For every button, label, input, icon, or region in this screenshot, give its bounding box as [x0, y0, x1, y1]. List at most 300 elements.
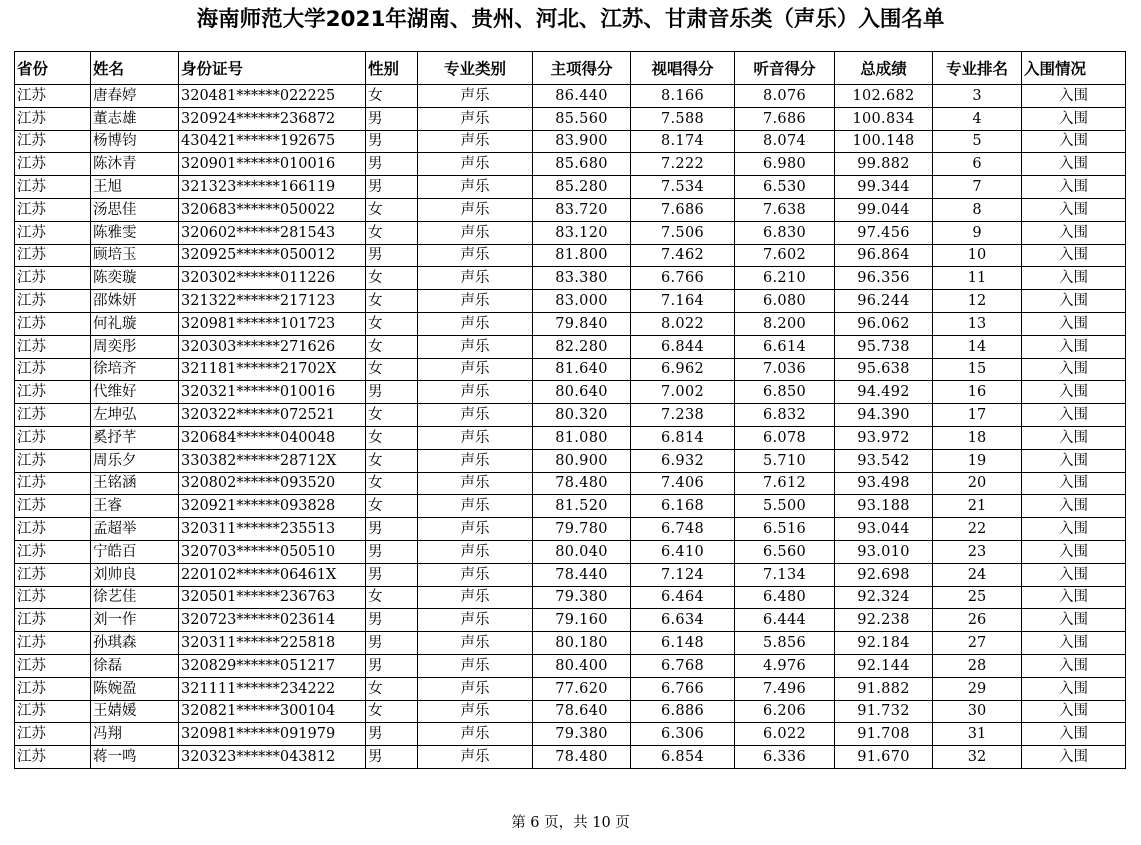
page-title: 海南师范大学2021年湖南、贵州、河北、江苏、甘肃音乐类（声乐）入围名单	[196, 7, 945, 32]
cell-main-score: 78.480	[533, 746, 631, 769]
cell-gender: 女	[366, 221, 418, 244]
cell-id-number: 321322******217123	[179, 290, 366, 313]
table-row	[15, 700, 1126, 723]
cell-gender: 男	[366, 244, 418, 267]
cell-ear-training-score: 5.856	[735, 632, 835, 655]
cell-ear-training-score: 5.500	[735, 495, 835, 518]
col-header-gender: 性别	[366, 52, 418, 85]
cell-ear-training-score: 6.336	[735, 746, 835, 769]
cell-rank: 15	[933, 358, 1022, 381]
table-row	[15, 518, 1126, 541]
col-header-name: 姓名	[91, 52, 179, 85]
admission-table	[14, 51, 1126, 769]
cell-total-score: 93.498	[835, 472, 933, 495]
cell-rank: 26	[933, 609, 1022, 632]
cell-province: 江苏	[15, 130, 91, 153]
table-row	[15, 746, 1126, 769]
cell-rank: 10	[933, 244, 1022, 267]
cell-ear-training-score: 6.078	[735, 426, 835, 449]
cell-province: 江苏	[15, 312, 91, 335]
cell-total-score: 96.864	[835, 244, 933, 267]
cell-total-score: 92.324	[835, 586, 933, 609]
cell-main-score: 79.780	[533, 518, 631, 541]
cell-main-score: 83.900	[533, 130, 631, 153]
cell-admission-status: 入围	[1022, 404, 1126, 427]
cell-sight-singing-score: 6.886	[631, 700, 735, 723]
cell-id-number: 320602******281543	[179, 221, 366, 244]
col-header-main-score: 主项得分	[533, 52, 631, 85]
table-row	[15, 495, 1126, 518]
cell-gender: 女	[366, 586, 418, 609]
cell-id-number: 320311******235513	[179, 518, 366, 541]
cell-total-score: 99.044	[835, 198, 933, 221]
cell-name: 徐磊	[91, 654, 179, 677]
cell-province: 江苏	[15, 563, 91, 586]
cell-gender: 女	[366, 335, 418, 358]
cell-admission-status: 入围	[1022, 153, 1126, 176]
cell-total-score: 96.244	[835, 290, 933, 313]
table-row	[15, 335, 1126, 358]
cell-main-score: 83.120	[533, 221, 631, 244]
cell-major-category: 声乐	[418, 495, 533, 518]
cell-main-score: 86.440	[533, 85, 631, 108]
table-row	[15, 244, 1126, 267]
cell-main-score: 81.640	[533, 358, 631, 381]
cell-id-number: 320684******040048	[179, 426, 366, 449]
cell-admission-status: 入围	[1022, 198, 1126, 221]
cell-id-number: 321111******234222	[179, 677, 366, 700]
cell-gender: 男	[366, 609, 418, 632]
cell-province: 江苏	[15, 518, 91, 541]
cell-ear-training-score: 7.134	[735, 563, 835, 586]
col-header-sight-singing-score: 视唱得分	[631, 52, 735, 85]
cell-sight-singing-score: 6.814	[631, 426, 735, 449]
table-row	[15, 130, 1126, 153]
cell-sight-singing-score: 7.506	[631, 221, 735, 244]
cell-ear-training-score: 6.850	[735, 381, 835, 404]
cell-rank: 6	[933, 153, 1022, 176]
cell-name: 陈奕璇	[91, 267, 179, 290]
cell-name: 宁皓百	[91, 540, 179, 563]
cell-main-score: 80.320	[533, 404, 631, 427]
cell-rank: 19	[933, 449, 1022, 472]
cell-main-score: 79.160	[533, 609, 631, 632]
cell-sight-singing-score: 8.022	[631, 312, 735, 335]
cell-rank: 22	[933, 518, 1022, 541]
cell-name: 陈雅雯	[91, 221, 179, 244]
cell-major-category: 声乐	[418, 700, 533, 723]
cell-admission-status: 入围	[1022, 335, 1126, 358]
cell-major-category: 声乐	[418, 290, 533, 313]
cell-province: 江苏	[15, 677, 91, 700]
cell-total-score: 93.188	[835, 495, 933, 518]
cell-name: 顾培玉	[91, 244, 179, 267]
cell-province: 江苏	[15, 426, 91, 449]
cell-major-category: 声乐	[418, 244, 533, 267]
cell-id-number: 320921******093828	[179, 495, 366, 518]
cell-sight-singing-score: 6.634	[631, 609, 735, 632]
cell-id-number: 320703******050510	[179, 540, 366, 563]
table-row	[15, 107, 1126, 130]
cell-province: 江苏	[15, 358, 91, 381]
cell-main-score: 80.040	[533, 540, 631, 563]
cell-id-number: 430421******192675	[179, 130, 366, 153]
cell-province: 江苏	[15, 290, 91, 313]
cell-gender: 女	[366, 267, 418, 290]
cell-sight-singing-score: 6.768	[631, 654, 735, 677]
cell-main-score: 80.640	[533, 381, 631, 404]
cell-sight-singing-score: 6.844	[631, 335, 735, 358]
cell-province: 江苏	[15, 176, 91, 199]
cell-rank: 31	[933, 723, 1022, 746]
cell-gender: 男	[366, 654, 418, 677]
cell-ear-training-score: 6.480	[735, 586, 835, 609]
cell-rank: 28	[933, 654, 1022, 677]
cell-name: 陈婉盈	[91, 677, 179, 700]
cell-province: 江苏	[15, 586, 91, 609]
cell-admission-status: 入围	[1022, 746, 1126, 769]
cell-id-number: 320924******236872	[179, 107, 366, 130]
cell-name: 杨博钧	[91, 130, 179, 153]
cell-main-score: 79.380	[533, 586, 631, 609]
cell-sight-singing-score: 7.534	[631, 176, 735, 199]
cell-admission-status: 入围	[1022, 176, 1126, 199]
cell-admission-status: 入围	[1022, 654, 1126, 677]
cell-sight-singing-score: 6.766	[631, 267, 735, 290]
cell-name: 唐春婷	[91, 85, 179, 108]
cell-name: 汤思佳	[91, 198, 179, 221]
cell-gender: 男	[366, 632, 418, 655]
cell-ear-training-score: 6.210	[735, 267, 835, 290]
cell-name: 代维好	[91, 381, 179, 404]
cell-gender: 男	[366, 153, 418, 176]
cell-main-score: 83.720	[533, 198, 631, 221]
cell-gender: 男	[366, 518, 418, 541]
col-header-admission-status: 入围情况	[1022, 52, 1126, 85]
cell-total-score: 92.238	[835, 609, 933, 632]
cell-main-score: 79.380	[533, 723, 631, 746]
cell-main-score: 82.280	[533, 335, 631, 358]
cell-total-score: 93.972	[835, 426, 933, 449]
cell-id-number: 320311******225818	[179, 632, 366, 655]
cell-ear-training-score: 7.496	[735, 677, 835, 700]
cell-id-number: 320323******043812	[179, 746, 366, 769]
table-row	[15, 586, 1126, 609]
table-row	[15, 176, 1126, 199]
cell-rank: 5	[933, 130, 1022, 153]
cell-admission-status: 入围	[1022, 449, 1126, 472]
cell-total-score: 93.044	[835, 518, 933, 541]
cell-main-score: 78.480	[533, 472, 631, 495]
cell-gender: 女	[366, 198, 418, 221]
cell-major-category: 声乐	[418, 312, 533, 335]
table-body	[15, 85, 1126, 769]
cell-sight-singing-score: 7.686	[631, 198, 735, 221]
cell-name: 王睿	[91, 495, 179, 518]
cell-id-number: 330382******28712X	[179, 449, 366, 472]
cell-main-score: 79.840	[533, 312, 631, 335]
cell-id-number: 320901******010016	[179, 153, 366, 176]
cell-name: 刘帅良	[91, 563, 179, 586]
cell-ear-training-score: 7.638	[735, 198, 835, 221]
cell-rank: 21	[933, 495, 1022, 518]
cell-ear-training-score: 6.516	[735, 518, 835, 541]
cell-total-score: 91.732	[835, 700, 933, 723]
cell-rank: 25	[933, 586, 1022, 609]
cell-rank: 14	[933, 335, 1022, 358]
cell-admission-status: 入围	[1022, 563, 1126, 586]
cell-sight-singing-score: 6.932	[631, 449, 735, 472]
cell-rank: 11	[933, 267, 1022, 290]
table-row	[15, 723, 1126, 746]
cell-sight-singing-score: 7.124	[631, 563, 735, 586]
cell-admission-status: 入围	[1022, 723, 1126, 746]
cell-ear-training-score: 6.022	[735, 723, 835, 746]
cell-major-category: 声乐	[418, 677, 533, 700]
table-row	[15, 632, 1126, 655]
cell-major-category: 声乐	[418, 609, 533, 632]
cell-total-score: 91.708	[835, 723, 933, 746]
cell-total-score: 92.184	[835, 632, 933, 655]
cell-admission-status: 入围	[1022, 495, 1126, 518]
cell-major-category: 声乐	[418, 358, 533, 381]
cell-total-score: 100.834	[835, 107, 933, 130]
cell-admission-status: 入围	[1022, 267, 1126, 290]
cell-province: 江苏	[15, 746, 91, 769]
page-footer: 第 6 页，共 10 页	[511, 815, 630, 831]
cell-sight-singing-score: 6.168	[631, 495, 735, 518]
cell-admission-status: 入围	[1022, 244, 1126, 267]
cell-total-score: 91.670	[835, 746, 933, 769]
col-header-major-category: 专业类别	[418, 52, 533, 85]
cell-main-score: 78.440	[533, 563, 631, 586]
cell-province: 江苏	[15, 540, 91, 563]
cell-id-number: 320321******010016	[179, 381, 366, 404]
cell-sight-singing-score: 6.410	[631, 540, 735, 563]
cell-gender: 男	[366, 746, 418, 769]
cell-province: 江苏	[15, 632, 91, 655]
table-row	[15, 358, 1126, 381]
cell-main-score: 80.900	[533, 449, 631, 472]
cell-ear-training-score: 6.560	[735, 540, 835, 563]
cell-admission-status: 入围	[1022, 290, 1126, 313]
cell-id-number: 320802******093520	[179, 472, 366, 495]
cell-gender: 女	[366, 85, 418, 108]
table-header-row	[15, 52, 1126, 85]
cell-major-category: 声乐	[418, 107, 533, 130]
cell-province: 江苏	[15, 85, 91, 108]
cell-sight-singing-score: 8.166	[631, 85, 735, 108]
cell-major-category: 声乐	[418, 540, 533, 563]
cell-province: 江苏	[15, 449, 91, 472]
cell-admission-status: 入围	[1022, 609, 1126, 632]
cell-gender: 男	[366, 381, 418, 404]
cell-ear-training-score: 7.612	[735, 472, 835, 495]
cell-rank: 17	[933, 404, 1022, 427]
cell-rank: 3	[933, 85, 1022, 108]
cell-rank: 7	[933, 176, 1022, 199]
cell-total-score: 99.882	[835, 153, 933, 176]
cell-province: 江苏	[15, 723, 91, 746]
cell-province: 江苏	[15, 335, 91, 358]
table-row	[15, 85, 1126, 108]
cell-total-score: 95.638	[835, 358, 933, 381]
cell-total-score: 102.682	[835, 85, 933, 108]
cell-ear-training-score: 7.036	[735, 358, 835, 381]
cell-total-score: 96.356	[835, 267, 933, 290]
cell-total-score: 96.062	[835, 312, 933, 335]
cell-sight-singing-score: 6.854	[631, 746, 735, 769]
cell-total-score: 94.390	[835, 404, 933, 427]
cell-gender: 男	[366, 176, 418, 199]
cell-total-score: 93.010	[835, 540, 933, 563]
cell-name: 左坤弘	[91, 404, 179, 427]
cell-sight-singing-score: 7.588	[631, 107, 735, 130]
cell-ear-training-score: 7.602	[735, 244, 835, 267]
table-row	[15, 290, 1126, 313]
col-header-total-score: 总成绩	[835, 52, 933, 85]
table-row	[15, 426, 1126, 449]
cell-main-score: 85.280	[533, 176, 631, 199]
table-row	[15, 609, 1126, 632]
cell-major-category: 声乐	[418, 153, 533, 176]
cell-province: 江苏	[15, 404, 91, 427]
cell-rank: 20	[933, 472, 1022, 495]
cell-id-number: 320723******023614	[179, 609, 366, 632]
table-row	[15, 198, 1126, 221]
cell-total-score: 97.456	[835, 221, 933, 244]
cell-province: 江苏	[15, 153, 91, 176]
cell-name: 刘一作	[91, 609, 179, 632]
cell-ear-training-score: 6.530	[735, 176, 835, 199]
table-row	[15, 472, 1126, 495]
cell-main-score: 83.000	[533, 290, 631, 313]
cell-id-number: 321181******21702X	[179, 358, 366, 381]
cell-id-number: 320303******271626	[179, 335, 366, 358]
cell-name: 董志雄	[91, 107, 179, 130]
cell-rank: 9	[933, 221, 1022, 244]
cell-admission-status: 入围	[1022, 632, 1126, 655]
cell-rank: 8	[933, 198, 1022, 221]
cell-gender: 女	[366, 677, 418, 700]
cell-id-number: 320302******011226	[179, 267, 366, 290]
col-header-province: 省份	[15, 52, 91, 85]
cell-province: 江苏	[15, 472, 91, 495]
cell-total-score: 95.738	[835, 335, 933, 358]
cell-ear-training-score: 6.444	[735, 609, 835, 632]
cell-admission-status: 入围	[1022, 426, 1126, 449]
cell-rank: 29	[933, 677, 1022, 700]
cell-major-category: 声乐	[418, 586, 533, 609]
cell-major-category: 声乐	[418, 472, 533, 495]
table-row	[15, 677, 1126, 700]
table-row	[15, 381, 1126, 404]
cell-gender: 女	[366, 404, 418, 427]
cell-sight-singing-score: 7.222	[631, 153, 735, 176]
cell-major-category: 声乐	[418, 449, 533, 472]
cell-major-category: 声乐	[418, 563, 533, 586]
cell-rank: 13	[933, 312, 1022, 335]
cell-gender: 女	[366, 290, 418, 313]
cell-rank: 4	[933, 107, 1022, 130]
cell-total-score: 92.698	[835, 563, 933, 586]
cell-ear-training-score: 6.614	[735, 335, 835, 358]
cell-main-score: 83.380	[533, 267, 631, 290]
cell-ear-training-score: 7.686	[735, 107, 835, 130]
cell-rank: 32	[933, 746, 1022, 769]
cell-major-category: 声乐	[418, 335, 533, 358]
cell-sight-singing-score: 7.002	[631, 381, 735, 404]
cell-sight-singing-score: 7.238	[631, 404, 735, 427]
cell-major-category: 声乐	[418, 130, 533, 153]
cell-admission-status: 入围	[1022, 518, 1126, 541]
cell-main-score: 80.400	[533, 654, 631, 677]
table-row	[15, 540, 1126, 563]
table-row	[15, 449, 1126, 472]
cell-sight-singing-score: 6.464	[631, 586, 735, 609]
cell-main-score: 81.800	[533, 244, 631, 267]
cell-main-score: 78.640	[533, 700, 631, 723]
cell-main-score: 80.180	[533, 632, 631, 655]
cell-gender: 女	[366, 358, 418, 381]
cell-major-category: 声乐	[418, 198, 533, 221]
cell-major-category: 声乐	[418, 221, 533, 244]
cell-major-category: 声乐	[418, 654, 533, 677]
cell-id-number: 320821******300104	[179, 700, 366, 723]
cell-ear-training-score: 4.976	[735, 654, 835, 677]
cell-name: 孟超举	[91, 518, 179, 541]
cell-name: 奚抒芊	[91, 426, 179, 449]
cell-name: 冯翔	[91, 723, 179, 746]
cell-rank: 30	[933, 700, 1022, 723]
table-row	[15, 267, 1126, 290]
cell-province: 江苏	[15, 267, 91, 290]
cell-gender: 女	[366, 426, 418, 449]
cell-sight-singing-score: 6.748	[631, 518, 735, 541]
cell-id-number: 320981******091979	[179, 723, 366, 746]
cell-admission-status: 入围	[1022, 85, 1126, 108]
cell-gender: 男	[366, 107, 418, 130]
cell-id-number: 320683******050022	[179, 198, 366, 221]
cell-province: 江苏	[15, 107, 91, 130]
cell-province: 江苏	[15, 381, 91, 404]
col-header-id-number: 身份证号	[179, 52, 366, 85]
cell-sight-singing-score: 6.306	[631, 723, 735, 746]
cell-total-score: 94.492	[835, 381, 933, 404]
cell-main-score: 81.520	[533, 495, 631, 518]
cell-total-score: 92.144	[835, 654, 933, 677]
cell-sight-singing-score: 6.962	[631, 358, 735, 381]
cell-rank: 27	[933, 632, 1022, 655]
cell-name: 陈沐青	[91, 153, 179, 176]
table-row	[15, 654, 1126, 677]
cell-admission-status: 入围	[1022, 472, 1126, 495]
cell-gender: 男	[366, 723, 418, 746]
cell-id-number: 320322******072521	[179, 404, 366, 427]
cell-gender: 女	[366, 472, 418, 495]
cell-ear-training-score: 6.080	[735, 290, 835, 313]
cell-province: 江苏	[15, 244, 91, 267]
cell-admission-status: 入围	[1022, 381, 1126, 404]
cell-ear-training-score: 6.206	[735, 700, 835, 723]
cell-admission-status: 入围	[1022, 312, 1126, 335]
cell-id-number: 320829******051217	[179, 654, 366, 677]
cell-ear-training-score: 8.200	[735, 312, 835, 335]
cell-gender: 女	[366, 312, 418, 335]
cell-province: 江苏	[15, 654, 91, 677]
cell-main-score: 85.560	[533, 107, 631, 130]
cell-gender: 女	[366, 495, 418, 518]
